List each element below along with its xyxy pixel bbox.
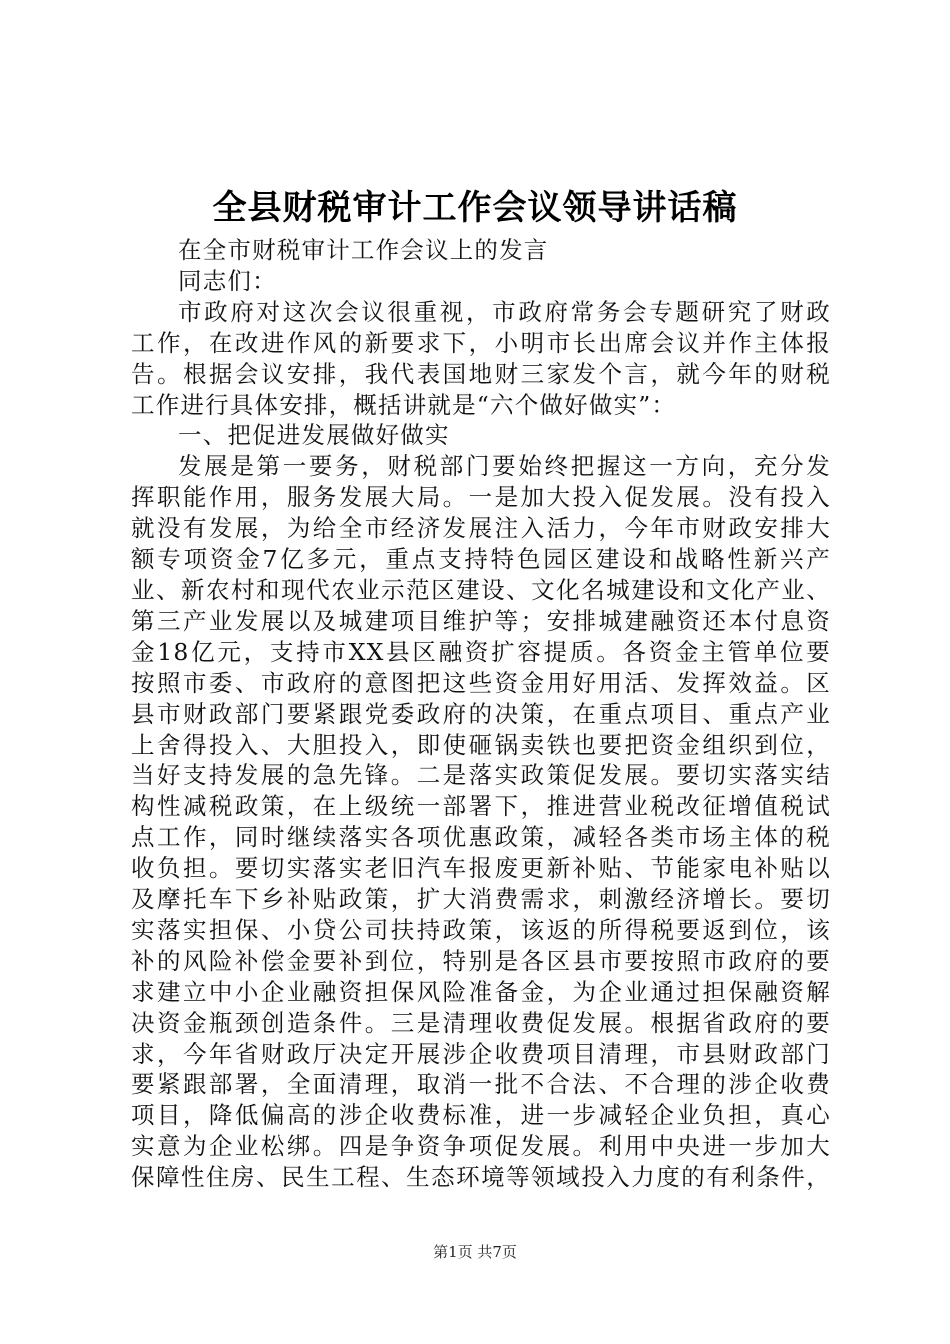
paragraph-line: 就没有发展，为给全市经济发展注入活力，今年市财政安排大 [131,514,831,543]
paragraph-line: 上舍得投入、大胆投入，即使砸锅卖铁也要把资金组织到位， [131,730,831,759]
paragraph-line: 市政府对这次会议很重视，市政府常务会专题研究了财政 [178,297,831,326]
paragraph-line: 及摩托车下乡补贴政策，扩大消费需求，刺激经济增长。要切 [131,885,831,914]
document-body [131,235,831,1193]
subtitle-line: 在全市财税审计工作会议上的发言 [178,236,549,264]
paragraph-line: 业、新农村和现代农业示范区建设、文化名城建设和文化产业、 [131,575,831,604]
paragraph-line: 要紧跟部署，全面清理，取消一批不合法、不合理的涉企收费 [131,1070,831,1099]
page-number-footer: 第1页 共7页 [433,1243,517,1261]
paragraph-line: 收负担。要切实落实老旧汽车报废更新补贴、节能家电补贴以 [131,854,831,883]
paragraph-line: 求建立中小企业融资担保风险准备金，为企业通过担保融资解 [131,977,831,1006]
paragraph-line: 挥职能作用，服务发展大局。一是加大投入促发展。没有投入 [131,483,831,512]
paragraph-line: 工作进行具体安排，概括讲就是“六个做好做实”： [131,390,677,419]
paragraph-line: 县市财政部门要紧跟党委政府的决策，在重点项目、重点产业 [131,699,831,728]
document-title: 全县财税审计工作会议领导讲话稿 [212,188,738,228]
salutation-line: 同志们： [178,266,277,295]
section-heading: 一、把促进发展做好做实 [178,421,450,450]
paragraph-line: 当好支持发展的急先锋。二是落实政策促发展。要切实落实结 [131,761,831,790]
paragraph-line: 项目，降低偏高的涉企收费标准，进一步减轻企业负担，真心 [131,1101,831,1130]
paragraph-line: 保障性住房、民生工程、生态环境等领域投入力度的有利条件， [131,1163,831,1192]
paragraph-line: 补的风险补偿金要补到位，特别是各区县市要按照市政府的要 [131,946,831,975]
paragraph-line: 构性减税政策，在上级统一部署下，推进营业税改征增值税试 [131,792,831,821]
paragraph-line: 求，今年省财政厅决定开展涉企收费项目清理，市县财政部门 [131,1039,831,1068]
paragraph-line: 工作，在改进作风的新要求下，小明市长出席会议并作主体报 [131,328,831,357]
paragraph-line: 发展是第一要务，财税部门要始终把握这一方向，充分发 [178,452,831,481]
paragraph-line: 点工作，同时继续落实各项优惠政策，减轻各类市场主体的税 [131,823,831,852]
paragraph-line: 按照市委、市政府的意图把这些资金用好用活、发挥效益。区 [131,668,831,697]
paragraph-line: 实意为企业松绑。四是争资争项促发展。利用中央进一步加大 [131,1132,831,1161]
paragraph-line: 实落实担保、小贷公司扶持政策，该返的所得税要返到位，该 [131,915,831,944]
paragraph-line: 决资金瓶颈创造条件。三是清理收费促发展。根据省政府的要 [131,1008,831,1037]
paragraph-line: 金18亿元，支持市XX县区融资扩容提质。各资金主管单位要 [131,637,831,666]
paragraph-line: 告。根据会议安排，我代表国地财三家发个言，就今年的财税 [131,359,831,388]
paragraph-line: 额专项资金7亿多元，重点支持特色园区建设和战略性新兴产 [131,545,831,574]
paragraph-line: 第三产业发展以及城建项目维护等；安排城建融资还本付息资 [131,606,831,635]
